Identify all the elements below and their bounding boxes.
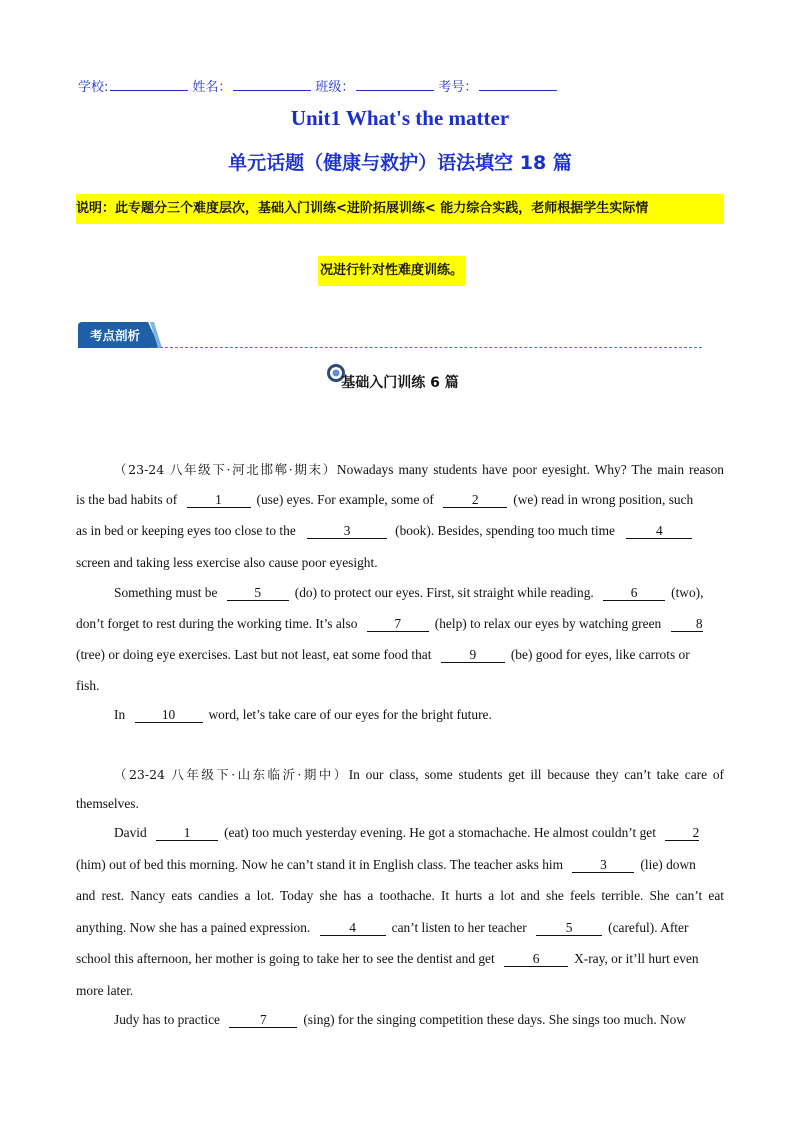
p1-text: Something must be (114, 585, 218, 600)
p1-line-1 (76, 460, 724, 480)
p1-line-5 (76, 585, 724, 605)
blank-2[interactable]: 2 (665, 825, 699, 841)
p2-text: (sing) for the singing competition these days. She sings too much. Now (303, 1012, 687, 1027)
blank-5[interactable]: 5 (536, 920, 602, 936)
name-label: 姓名： (192, 80, 232, 95)
p1-text: (use) eyes. For example, some of (256, 492, 434, 507)
p1-text: In (114, 707, 126, 722)
p2-text: more later. (76, 983, 134, 998)
section-tab (78, 322, 160, 348)
blank-8[interactable]: 8 (671, 616, 703, 632)
p2-text: X-ray, or it’ll hurt even (574, 951, 699, 966)
blank-7[interactable]: 7 (229, 1012, 297, 1028)
p2-line-3 (76, 825, 724, 845)
blank-4[interactable]: 4 (626, 523, 692, 539)
section-divider (150, 347, 702, 348)
p2-text: anything. Now she has a pained expression. (76, 920, 311, 935)
p2-line-6 (76, 920, 724, 940)
p1-line-3 (76, 523, 724, 543)
p2-text: David (114, 825, 147, 840)
p2-text: (lie) down (640, 857, 696, 872)
p1-text: as in bed or keeping eyes too close to the (76, 523, 296, 538)
p2-text: (careful). After (608, 920, 689, 935)
unit-title: Unit1 What's the matter (290, 106, 510, 130)
p1-line-4 (76, 555, 724, 575)
p1-line-8 (76, 678, 724, 698)
p1-text: (book). Besides, spending too much time (395, 523, 615, 538)
p1-source: （23-24 八年级下·河北邯郸·期末） (114, 462, 337, 477)
p1-text: screen and taking less exercise also cause poor eyesight. (76, 555, 378, 570)
exam-no-blank (479, 78, 557, 91)
p2-line-5 (76, 888, 724, 908)
student-info-line (78, 76, 561, 95)
p1-line-2 (76, 492, 724, 512)
p2-line-1 (76, 765, 724, 785)
p2-text: school this afternoon, her mother is going to take her to see the dentist and get (76, 951, 495, 966)
name-blank (233, 78, 311, 91)
p2-text: Judy has to practice (114, 1012, 220, 1027)
p1-text: is the bad habits of (76, 492, 178, 507)
p2-line-2 (76, 796, 724, 816)
sub-heading: 基础入门训练 6 篇 (341, 375, 459, 391)
p1-text: fish. (76, 678, 100, 693)
p2-text: (him) out of bed this morning. Now he can’t stand it in English class. The teacher asks him (76, 857, 564, 872)
p1-text: (do) to protect our eyes. First, sit straight while reading. (294, 585, 594, 600)
p1-text: (be) good for eyes, like carrots or (510, 647, 690, 662)
p1-text: word, let’s take care of our eyes for the bright future. (208, 707, 492, 722)
p1-text: Nowadays many students have poor eyesight. Why? The main reason (336, 462, 724, 477)
p1-line-9 (76, 707, 724, 727)
p1-text: (tree) or doing eye exercises. Last but not least, eat some food that (76, 647, 432, 662)
school-label: 学校: (78, 80, 109, 95)
instruction-note-line1: 说明：此专题分三个难度层次，基础入门训练<进阶拓展训练< 能力综合实践，老师根据学生实际情 (76, 194, 724, 224)
class-label: 班级： (315, 80, 355, 95)
topic-title: 单元话题（健康与救护）语法填空 18 篇 (228, 152, 572, 174)
instruction-note-line2: 况进行针对性难度训练。 (318, 256, 465, 286)
blank-2[interactable]: 2 (443, 492, 507, 508)
p2-text: can’t listen to her teacher (391, 920, 527, 935)
p2-source: （23-24 八年级下·山东临沂·期中） (114, 767, 349, 782)
blank-6[interactable]: 6 (603, 585, 665, 601)
blank-3[interactable]: 3 (572, 857, 634, 873)
class-blank (356, 78, 434, 91)
p1-text: (we) read in wrong position, such (513, 492, 694, 507)
blank-1[interactable]: 1 (156, 825, 218, 841)
blank-7[interactable]: 7 (367, 616, 429, 632)
p1-text: (help) to relax our eyes by watching green (434, 616, 662, 631)
blank-10[interactable]: 10 (135, 707, 203, 723)
p1-text: (two), (671, 585, 704, 600)
exam-no-label: 考号： (438, 80, 478, 95)
p1-text: don’t forget to rest during the working time. It’s also (76, 616, 358, 631)
blank-3[interactable]: 3 (307, 523, 387, 539)
p1-line-7 (76, 647, 724, 667)
section-tab-label: 考点剖析 (90, 328, 141, 343)
school-blank (110, 78, 188, 91)
blank-6[interactable]: 6 (504, 951, 568, 967)
p2-text: In our class, some students get ill because they can’t take care of (348, 767, 724, 782)
p2-text: (eat) too much yesterday evening. He got a stomachache. He almost couldn’t get (224, 825, 656, 840)
p2-line-8 (76, 983, 724, 1003)
p2-line-7 (76, 951, 724, 971)
blank-5[interactable]: 5 (227, 585, 289, 601)
blank-4[interactable]: 4 (320, 920, 386, 936)
p2-text: and rest. Nancy eats candies a lot. Today she has a toothache. It hurts a lot and she feels terrible. She can’t eat (76, 888, 724, 903)
p2-line-9 (76, 1012, 724, 1032)
p2-line-4 (76, 857, 724, 877)
blank-1[interactable]: 1 (187, 492, 251, 508)
p1-line-6 (76, 616, 724, 636)
p2-text: themselves. (76, 796, 139, 811)
blank-9[interactable]: 9 (441, 647, 505, 663)
